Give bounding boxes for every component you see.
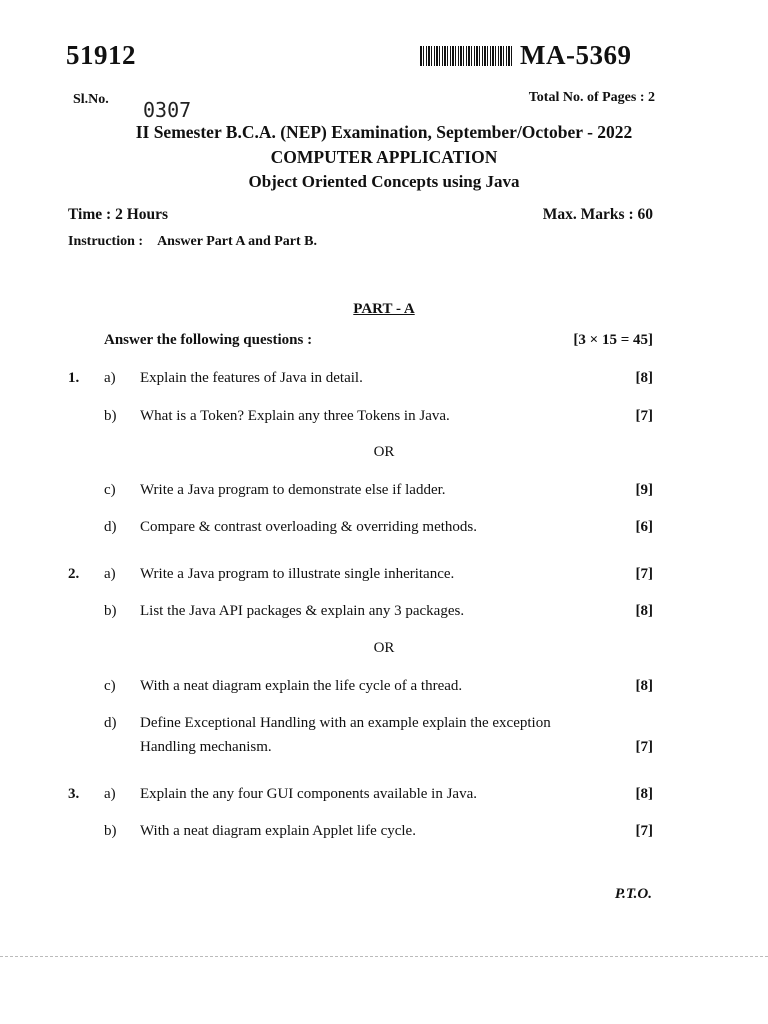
question-text-line1: Define Exceptional Handling with an example explain the exception	[140, 715, 551, 731]
question-text-line2: Handling mechanism.	[140, 739, 272, 755]
question-text: What is a Token? Explain any three Tokens in Java.	[140, 408, 450, 424]
question-number: 3.	[68, 786, 80, 802]
question-text: Explain the features of Java in detail.	[140, 370, 363, 386]
paper-code: 51912	[66, 40, 136, 70]
total-pages: Total No. of Pages : 2	[528, 90, 655, 105]
question-marks: [9]	[635, 482, 653, 498]
or-separator: OR	[373, 640, 395, 656]
question-marks: [7]	[635, 823, 653, 839]
question-text: With a neat diagram explain the life cycle of a thread.	[140, 678, 463, 694]
course-code-block	[420, 40, 631, 71]
question-letter: b)	[104, 603, 117, 619]
question-number: 1.	[68, 370, 80, 386]
or-separator: OR	[373, 444, 395, 460]
answer-instruction: Answer the following questions :	[104, 332, 313, 348]
time-allowed: Time : 2 Hours	[68, 206, 169, 223]
pto-label: P.T.O.	[614, 886, 652, 902]
instruction-text: Answer Part A and Part B.	[157, 234, 318, 249]
question-marks: [8]	[635, 786, 653, 802]
question-marks: [8]	[635, 370, 653, 386]
question-marks: [8]	[635, 678, 653, 694]
question-letter: b)	[104, 823, 117, 839]
course-title: Object Oriented Concepts using Java	[248, 172, 520, 191]
barcode-icon	[420, 46, 514, 66]
question-text: With a neat diagram explain Applet life cycle.	[140, 823, 416, 839]
instruction	[68, 234, 317, 250]
question-marks: [7]	[635, 408, 653, 424]
part-heading: PART - A	[353, 301, 415, 317]
exam-title: II Semester B.C.A. (NEP) Examination, September/October - 2022	[135, 122, 633, 142]
question-letter: d)	[104, 715, 117, 731]
sl-no-label: Sl.No.	[73, 92, 109, 107]
question-letter: c)	[104, 678, 116, 694]
question-marks: [6]	[635, 519, 653, 535]
question-letter: a)	[104, 566, 116, 582]
page-divider	[0, 956, 768, 957]
max-marks: Max. Marks : 60	[542, 206, 653, 223]
instruction-label: Instruction :	[68, 234, 144, 249]
question-text: Write a Java program to demonstrate else if ladder.	[140, 482, 446, 498]
question-text: List the Java API packages & explain any 3 packages.	[140, 603, 465, 619]
question-letter: c)	[104, 482, 116, 498]
question-letter: a)	[104, 786, 116, 802]
question-text: Compare & contrast overloading & overriding methods.	[140, 519, 478, 535]
subject-title: COMPUTER APPLICATION	[270, 147, 498, 167]
question-letter: b)	[104, 408, 117, 424]
question-text: Write a Java program to illustrate single inheritance.	[140, 566, 455, 582]
sl-no-value: 0307	[143, 98, 192, 122]
question-letter: a)	[104, 370, 116, 386]
marks-scheme: [3 × 15 = 45]	[573, 332, 653, 348]
course-code: MA-5369	[520, 40, 632, 70]
question-marks: [8]	[635, 603, 653, 619]
question-marks: [7]	[635, 739, 653, 755]
question-marks: [7]	[635, 566, 653, 582]
question-text: Explain the any four GUI components available in Java.	[140, 786, 477, 802]
question-number: 2.	[68, 566, 80, 582]
question-letter: d)	[104, 519, 117, 535]
